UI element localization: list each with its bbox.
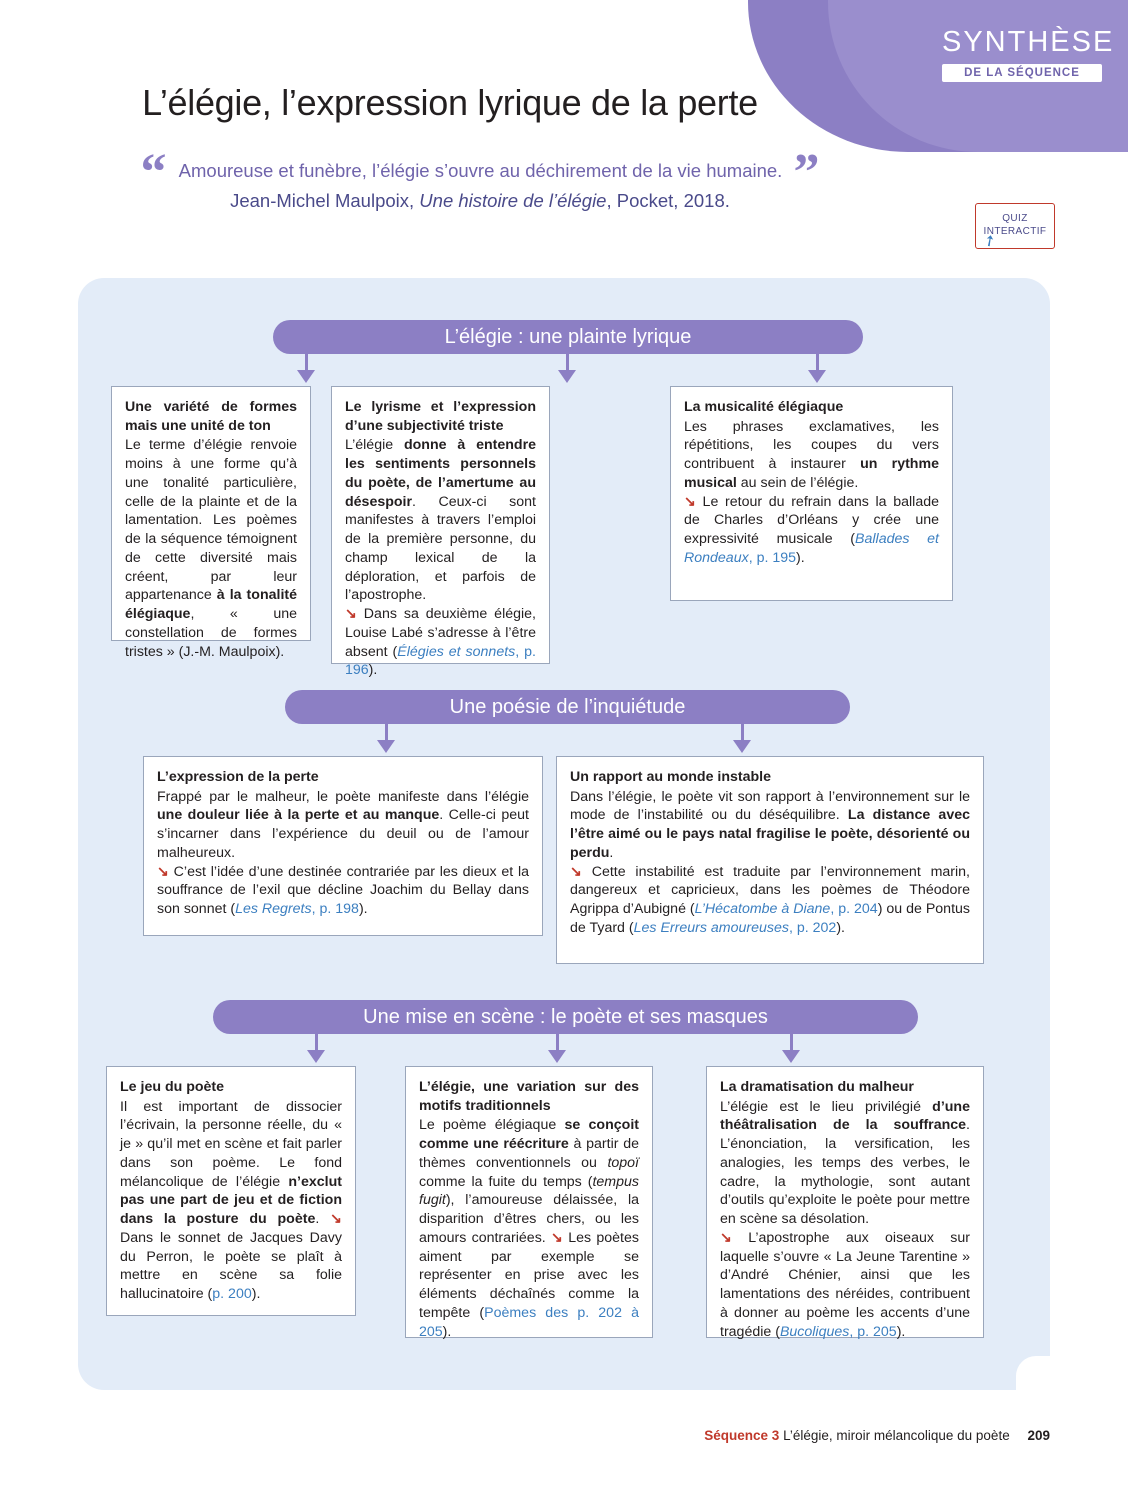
quiz-interactif-button[interactable] <box>975 203 1055 252</box>
box-heading: Un rapport au monde instable <box>570 769 772 785</box>
box-heading: L’élégie, une variation sur des motifs traditionnels <box>419 1079 639 1114</box>
cursor-arrow-icon: ➚ <box>979 230 1001 252</box>
content-box <box>556 756 984 964</box>
arrow-down-icon <box>733 740 751 753</box>
arrow-stem <box>790 1034 793 1050</box>
content-box <box>143 756 543 936</box>
quote-source-author: Jean-Michel Maulpoix, <box>230 190 420 211</box>
arrow-stem <box>315 1034 318 1050</box>
arrow-down-icon <box>377 740 395 753</box>
quote-source-rest: , Pocket, 2018. <box>606 190 730 211</box>
box-body: Les phrases exclamatives, les répétitions, les coupes du vers contribuent à instaurer un rythme musical au sein de l’élégie. ↘ Le retour du refrain dans la ballade de Charles d’Orléans y crée une expressivité musicale (Ballades et Rondeaux, p. 195). <box>684 418 939 566</box>
synthese-subtitle: DE LA SÉQUENCE <box>942 64 1102 82</box>
box-body: Dans l’élégie, le poète vit son rapport à l’environnement sur le mode de l’instabilité ou du déséquilibre. La distance avec l’être aimé ou le pays natal fragilise le poète, désorienté ou perdu. ↘ Cette instabilité est traduite par l’environnement marin, dangereux et capricieux, dans les poèmes de Théodore Agrippa d’Aubigné (L’Hécatombe à Diane, p. 204) ou de Pontus de Tyard (Les Erreurs amoureuses, p. 202). <box>570 788 970 936</box>
arrow-down-icon <box>307 1050 325 1063</box>
arrow-down-icon <box>782 1050 800 1063</box>
content-box <box>111 386 311 660</box>
arrow-stem <box>385 724 388 740</box>
content-box <box>106 1066 356 1316</box>
quote-source-work: Une histoire de l’élégie <box>419 190 607 211</box>
quiz-label-line1: QUIZ <box>1002 213 1028 224</box>
quote-open-icon: “ <box>140 144 167 201</box>
synthese-badge <box>942 26 1115 82</box>
box-body: Il est important de dissocier l’écrivain, la personne réelle, du « je » qu’il met en scène et fait parler dans son poème. Le fond mélancolique de l’élégie n’exclut pas une part de jeu et de fiction dans la posture du poète. ↘ Dans le sonnet de Jacques Davy du Perron, le poète se plaît à mettre en scène sa folie hallucinatoire (p. 200). <box>120 1098 342 1303</box>
arrow-down-icon <box>548 1050 566 1063</box>
page-footer <box>0 1428 1050 1443</box>
synthesis-panel <box>78 278 1050 1390</box>
content-box <box>331 386 550 679</box>
box-body: Le terme d’élégie renvoie moins à une forme qu’à une tonalité particulière, celle de la plainte et de la lamentation. Les poèmes de la séquence témoignent de cette diversité mais créent, par leur appartenance à la tonalité élégiaque, « une constellation de formes tristes » (J.-M. Maulpoix). <box>125 437 297 660</box>
box-body: L’élégie donne à entendre les sentiments personnels du poète, de l’amertume au désespoir. Ceux-ci sont manifestes à travers l’emploi de la première personne, du champ lexical de la déploration, et parfois de l’apostrophe. ↘ Dans sa deuxième élégie, Louise Labé s’adresse à l’être absent (Élégies et sonnets, p. 196). <box>345 437 536 679</box>
content-box <box>706 1066 984 1338</box>
section-band-3: Une mise en scène : le poète et ses masques <box>213 1000 918 1034</box>
panel-corner-fold <box>1016 1356 1050 1390</box>
box-heading: La musicalité élégiaque <box>684 399 844 415</box>
arrow-stem <box>816 354 819 370</box>
quiz-label-line2: INTERACTIF <box>983 225 1047 237</box>
box-heading: Une variété de formes mais une unité de ton <box>125 399 297 434</box>
box-heading: La dramatisation du malheur <box>720 1079 914 1095</box>
box-body: L’élégie est le lieu privilégié d’une théâtralisation de la souffrance. L’énonciation, la versification, les analogies, les temps des verbes, le cadre, la mythologie, sont autant d’outils qu’exploite le poète pour mettre en scène sa désolation. ↘ L’apostrophe aux oiseaux sur laquelle s’ouvre « La Jeune Tarentine » d’André Chénier, ainsi que les lamentations des néréides, contribuent à donner au poème les accents d’une tragédie (Bucoliques, p. 205). <box>720 1098 970 1340</box>
content-box <box>670 386 953 601</box>
quote-close-icon: ” <box>793 144 820 201</box>
box-heading: L’expression de la perte <box>157 769 319 785</box>
box-heading: Le jeu du poète <box>120 1079 225 1095</box>
section-band-2: Une poésie de l’inquiétude <box>285 690 850 724</box>
arrow-stem <box>741 724 744 740</box>
arrow-down-icon <box>808 370 826 383</box>
page-title: L’élégie, l’expression lyrique de la perte <box>142 82 758 123</box>
synthese-title: SYNTHÈSE <box>942 26 1115 58</box>
arrow-stem <box>305 354 308 370</box>
quote-text: Amoureuse et funèbre, l’élégie s’ouvre au déchirement de la vie humaine. <box>178 160 783 181</box>
box-heading: Le lyrisme et l’expression d’une subjectivité triste <box>345 399 536 434</box>
arrow-down-icon <box>297 370 315 383</box>
box-body: Frappé par le malheur, le poète manifeste dans l’élégie une douleur liée à la perte et au manque. Celle-ci peut s’incarner dans l’expérience du deuil ou de l’amour malheureux. ↘ C’est l’idée d’une destinée contrariée par les dieux et la souffrance de l’exil que décline Joachim du Bellay dans son sonnet (Les Regrets, p. 198). <box>157 788 530 918</box>
footer-sequence: Séquence 3 <box>704 1428 780 1443</box>
arrow-down-icon <box>558 370 576 383</box>
box-body: Le poème élégiaque se conçoit comme une réécriture à partir de thèmes conventionnels ou topoï comme la fuite du temps (tempus fugit), l’amoureuse délaissée, la disparition d’êtres chers, ou les amours contrariées. ↘ Les poètes aiment par exemple se représenter en prise avec les éléments déchaînés comme la tempête (Poèmes des p. 202 à 205). <box>419 1117 639 1340</box>
footer-title: L’élégie, miroir mélancolique du poète <box>783 1428 1010 1443</box>
footer-page-number: 209 <box>1027 1428 1050 1443</box>
arrow-stem <box>556 1034 559 1050</box>
epigraph <box>0 144 960 212</box>
content-box <box>405 1066 653 1338</box>
section-band-1: L’élégie : une plainte lyrique <box>273 320 863 354</box>
arrow-stem <box>566 354 569 370</box>
